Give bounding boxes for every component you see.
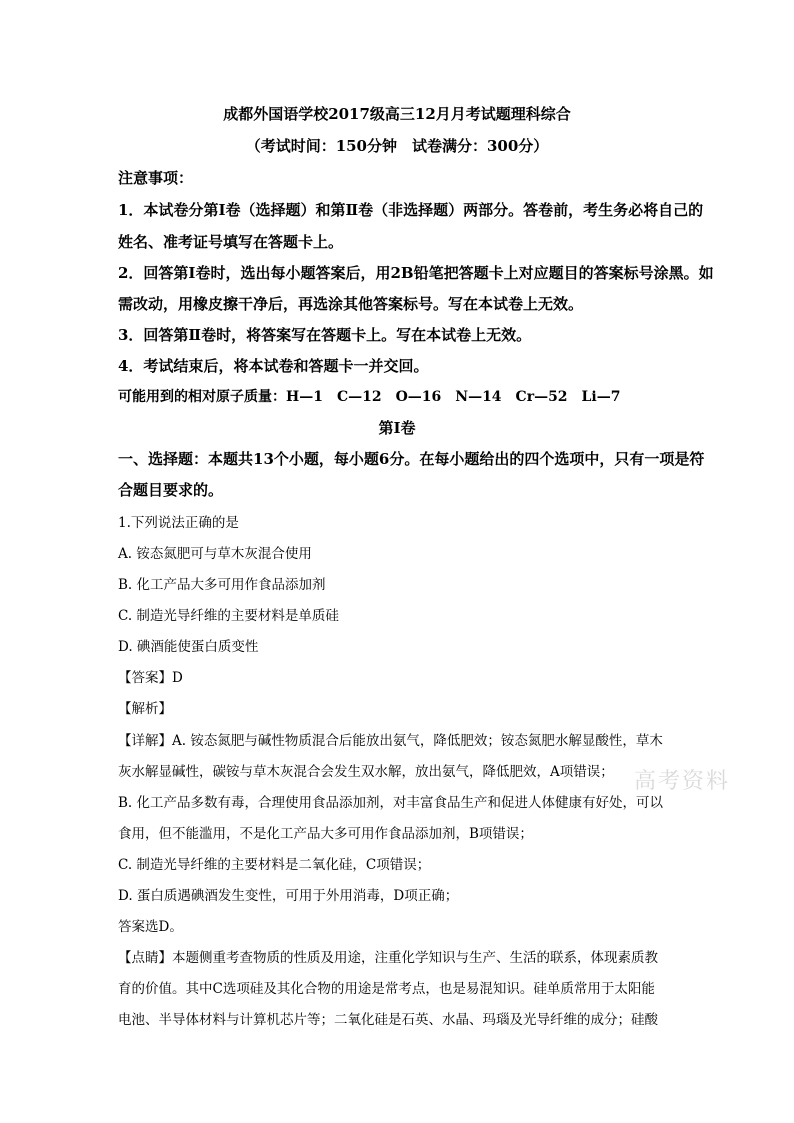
- question-1-option-c: C. 制造光导纤维的主要材料是单质硅: [118, 608, 339, 624]
- detail-b-line-2: 食用，但不能滥用，不是化工产品大多可用作食品添加剂，B项错误；: [118, 826, 533, 842]
- question-1-analysis-heading: 【解析】: [118, 701, 172, 717]
- detail-b-line-1: B. 化工产品多数有毒，合理使用食品添加剂，对丰富食品生产和促进人体健康有好处，可以: [118, 795, 664, 811]
- atomic-masses: 可能用到的相对原子质量：H—1 C—12 O—16 N—14 Cr—52 Li—7: [118, 389, 621, 405]
- notice-item-2-line-2: 需改动，用橡皮擦干净后，再选涂其他答案标号。写在本试卷上无效。: [118, 295, 584, 313]
- exam-subtitle: （考试时间：150分钟 试卷满分：300分）: [245, 137, 549, 155]
- detail-line-1: 【详解】A. 铵态氮肥与碱性物质混合后能放出氨气，降低肥效；铵态氮肥水解显酸性，草木: [118, 733, 663, 749]
- notice-item-3: 3．回答第Ⅱ卷时，将答案写在答题卡上。写在本试卷上无效。: [118, 326, 532, 344]
- question-1-option-d: D. 碘酒能使蛋白质变性: [118, 639, 259, 655]
- section-instruction-line-2: 合题目要求的。: [118, 481, 224, 499]
- notice-item-2-line-1: 2．回答第Ⅰ卷时，选出每小题答案后，用2B铅笔把答题卡上对应题目的答案标号涂黑。如: [118, 264, 714, 282]
- section-title: 第Ⅰ卷: [378, 419, 416, 437]
- section-instruction-line-1: 一、选择题：本题共13个小题，每小题6分。在每小题给出的四个选项中，只有一项是符: [118, 450, 705, 468]
- exam-title: 成都外国语学校2017级高三12月月考试题理科综合: [223, 105, 571, 123]
- question-1-answer: 【答案】D: [118, 670, 183, 686]
- detail-c: C. 制造光导纤维的主要材料是二氧化硅，C项错误；: [118, 857, 431, 873]
- conclusion: 答案选D。: [118, 919, 183, 935]
- notice-item-1-line-1: 1．本试卷分第Ⅰ卷（选择题）和第Ⅱ卷（非选择题）两部分。答卷前，考生务必将自己的: [118, 201, 704, 219]
- detail-d: D. 蛋白质遇碘酒发生变性，可用于外用消毒，D项正确；: [118, 888, 459, 904]
- comment-line-3: 电池、半导体材料与计算机芯片等；二氧化硅是石英、水晶、玛瑙及光导纤维的成分；硅酸: [118, 1012, 658, 1028]
- comment-line-2: 育的价值。其中C选项硅及其化合物的用途是常考点，也是易混知识。硅单质常用于太阳能: [118, 981, 655, 997]
- notice-heading: 注意事项：: [118, 169, 194, 187]
- notice-item-4: 4．考试结束后，将本试卷和答题卡一并交回。: [118, 357, 429, 375]
- question-1-option-a: A. 铵态氮肥可与草木灰混合使用: [118, 546, 312, 562]
- notice-item-1-line-2: 姓名、准考证号填写在答题卡上。: [118, 233, 344, 251]
- watermark: 高考资料: [634, 769, 731, 794]
- comment-line-1: 【点睛】本题侧重考查物质的性质及用途，注重化学知识与生产、生活的联系，体现素质教: [118, 950, 658, 966]
- question-1-stem: 1.下列说法正确的是: [118, 515, 239, 531]
- question-1-option-b: B. 化工产品大多可用作食品添加剂: [118, 577, 326, 593]
- detail-line-2: 灰水解显碱性，碳铵与草木灰混合会发生双水解，放出氨气，降低肥效，A项错误；: [118, 764, 614, 780]
